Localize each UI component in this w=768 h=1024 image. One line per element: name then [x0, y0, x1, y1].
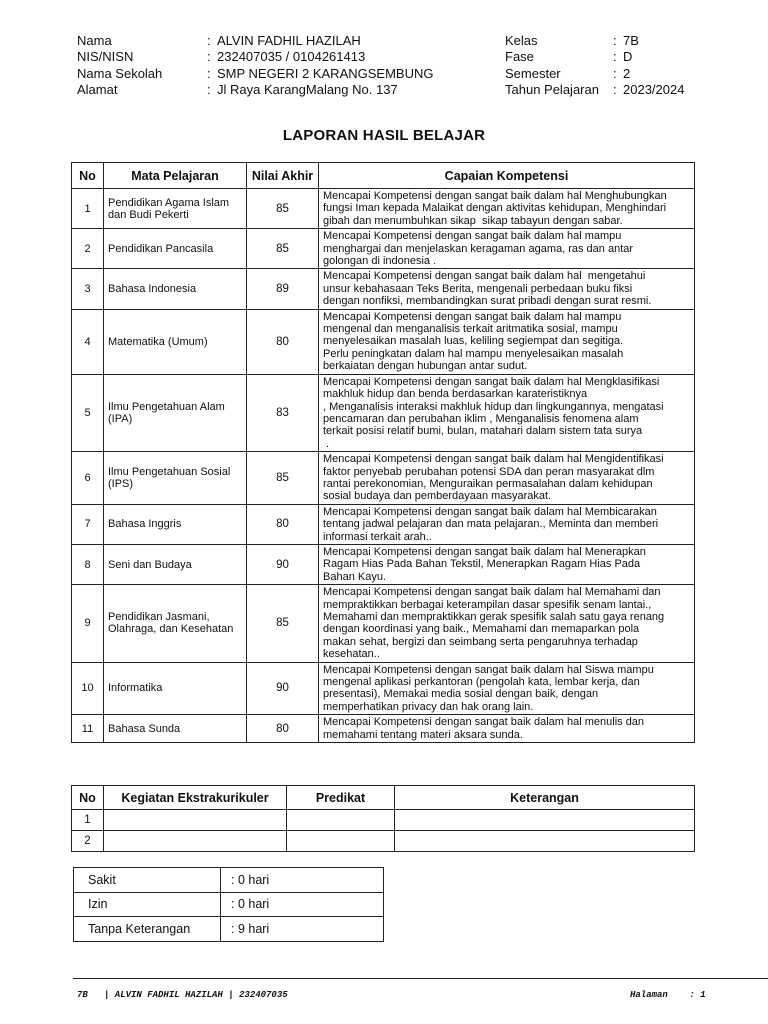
competency-description [319, 309, 695, 374]
competency-line: presentasi), Memakai media sosial dengan baik, dengan [323, 688, 599, 701]
table-row [72, 715, 695, 743]
info-value-tahun: 2023/2024 [623, 81, 685, 97]
info-colon: : [207, 33, 211, 48]
competency-description [319, 544, 695, 584]
table-row [72, 309, 695, 374]
subject-name: Ilmu Pengetahuan Alam (IPA) [104, 374, 247, 451]
info-row-tahun [505, 82, 684, 98]
attendance-label-tanpa-keterangan: Tanpa Keterangan [74, 917, 221, 942]
subject-score: 85 [247, 229, 319, 269]
row-number: 2 [72, 229, 104, 269]
info-value-sekolah: SMP NEGERI 2 KARANGSEMBUNG [217, 65, 434, 81]
competency-line: Mencapai Kompetensi dengan sangat baik dalam hal Menghubungkan [323, 190, 667, 202]
attendance-table [73, 867, 384, 942]
info-value-kelas: 7B [623, 33, 639, 48]
competency-description [319, 374, 695, 451]
info-colon: : [613, 65, 617, 81]
competency-line: Mencapai Kompetensi dengan sangat baik dalam hal Membicarakan [323, 505, 657, 518]
ekskul-header-keterangan: Keterangan [395, 786, 695, 810]
competency-line: dengan nonfiksi, membandingkan surat pribadi dengan surat resmi. [323, 295, 652, 308]
table-row [72, 452, 695, 505]
competency-line: terkait posisi relatif bumi, bulan, matahari dalam sistem tata surya [323, 425, 643, 438]
ekskul-keterangan [395, 810, 695, 831]
grades-table [71, 162, 695, 743]
subject-name: Pendidikan Jasmani, Olahraga, dan Kesehatan [104, 585, 247, 662]
competency-line: Mencapai Kompetensi dengan sangat baik dalam hal Siswa mampu [323, 663, 654, 676]
subject-name: Informatika [104, 662, 247, 715]
info-colon: : [613, 81, 617, 97]
subject-score: 90 [247, 662, 319, 715]
info-label: Nama Sekolah [77, 65, 163, 81]
info-label: Kelas [505, 33, 538, 48]
competency-description [319, 585, 695, 662]
competency-line: mempraktikkan berbagai keterampilan dasar spesifik senam lantai., [323, 598, 652, 611]
footer-student-info: 7B | ALVIN FADHIL HAZILAH | 232407035 [77, 990, 288, 1000]
table-row [72, 544, 695, 584]
competency-line: makan sehat, bergizi dan seimbang serta pengaruhnya terhadap [323, 635, 638, 648]
student-info-right [505, 33, 684, 98]
competency-line: pencamaran dan perubahan iklim , Menganalisis fenomena alam [323, 412, 639, 425]
competency-line: faktor penyebab perubahan potensi SDA dan peran masyarakat dlm [323, 465, 655, 478]
subject-score: 80 [247, 309, 319, 374]
competency-description [319, 504, 695, 544]
competency-line: kesehatan.. [323, 648, 380, 661]
info-row-sekolah [77, 66, 433, 82]
ekskul-header-no: No [72, 786, 104, 810]
competency-line: memahami tentang materi aksara sunda. [323, 728, 523, 741]
competency-description [319, 229, 695, 269]
student-info-left [77, 33, 433, 98]
subject-name: Pendidikan Pancasila [104, 229, 247, 269]
attendance-value-izin: : 0 hari [221, 892, 384, 917]
row-number: 1 [72, 189, 104, 229]
attendance-value-sakit: : 0 hari [221, 868, 384, 893]
row-number: 11 [72, 715, 104, 743]
ekskul-keterangan [395, 831, 695, 852]
info-row-semester [505, 66, 684, 82]
info-value-fase: D [623, 49, 633, 65]
footer-page-number: Halaman : 1 [630, 990, 706, 1000]
row-number: 6 [72, 452, 104, 505]
row-number: 8 [72, 544, 104, 584]
ekskul-kegiatan [104, 810, 287, 831]
competency-line: mengenal dan menganalisis terkait aritmatika sosial, mampu [323, 323, 618, 336]
table-row [72, 269, 695, 309]
info-label: Semester [505, 65, 561, 81]
competency-line: Memahami dan mempraktikkan gerak spesifik salah satu gaya renang [323, 611, 665, 623]
info-label: NIS/NISN [77, 49, 134, 65]
competency-line: Mencapai Kompetensi dengan sangat baik dalam hal mampu [323, 230, 622, 243]
competency-line: sosial budaya dan pemberdayaan masyarakat. [323, 490, 552, 503]
attendance-value-tanpa-keterangan: : 9 hari [221, 917, 384, 942]
ekskul-table [71, 785, 695, 852]
table-row [72, 662, 695, 715]
competency-line: rantai perekonomian, Menguraikan permasalahan dalam kehidupan [323, 477, 653, 490]
table-row [72, 189, 695, 229]
table-row [74, 917, 384, 942]
competency-line: Ragam Hias Pada Bahan Tekstil, Menerapkan Ragam Hias Pada [323, 558, 641, 571]
subject-name: Ilmu Pengetahuan Sosial (IPS) [104, 452, 247, 505]
ekskul-header-predikat: Predikat [287, 786, 395, 810]
competency-line: Mencapai Kompetensi dengan sangat baik dalam hal mengetahui [323, 270, 646, 283]
info-row-nama [77, 33, 433, 49]
competency-description [319, 662, 695, 715]
competency-line: fungsi Iman kepada Malaikat dengan aktivitas kehidupan, Menghindari [323, 202, 667, 215]
row-number: 4 [72, 309, 104, 374]
header-no: No [72, 163, 104, 189]
competency-line: gibah dan menumbuhkan sikap sikap tabayun dengan sabar. [323, 214, 623, 227]
subject-name: Bahasa Inggris [104, 504, 247, 544]
competency-line: Mencapai Kompetensi dengan sangat baik dalam hal Mengidentifikasi [323, 453, 664, 466]
row-number: 7 [72, 504, 104, 544]
subject-score: 80 [247, 715, 319, 743]
row-number: 5 [72, 374, 104, 451]
subject-score: 85 [247, 452, 319, 505]
subject-name: Bahasa Sunda [104, 715, 247, 743]
report-title: LAPORAN HASIL BELAJAR [282, 127, 486, 144]
ekskul-header-kegiatan: Kegiatan Ekstrakurikuler [104, 786, 287, 810]
info-colon: : [207, 49, 211, 65]
competency-line: Mencapai Kompetensi dengan sangat baik dalam hal menulis dan [323, 716, 645, 729]
competency-line: berkaiatan dengan hubungan antar sudut. [323, 360, 528, 373]
competency-line: dengan koordinasi yang baik., Memahami dan memaparkan pola [323, 623, 640, 636]
competency-description [319, 269, 695, 309]
competency-line: . [323, 437, 330, 450]
competency-description [319, 452, 695, 505]
competency-line: unsur kebahasaan Teks Berita, mengenali perbedaan buku fiksi [323, 282, 633, 295]
competency-line: , Menganalisis interaksi makhluk hidup dan lingkungannya, mengatasi [323, 400, 664, 413]
info-row-fase [505, 49, 684, 65]
subject-score: 85 [247, 189, 319, 229]
info-colon: : [613, 49, 617, 65]
table-row [74, 892, 384, 917]
info-colon: : [207, 65, 211, 81]
subject-score: 80 [247, 504, 319, 544]
competency-line: Mencapai Kompetensi dengan sangat baik dalam hal Menerapkan [323, 545, 646, 558]
info-label: Tahun Pelajaran [505, 81, 599, 97]
table-row [72, 831, 695, 852]
competency-line: informasi terkait arah.. [323, 530, 432, 543]
info-value-alamat: Jl Raya KarangMalang No. 137 [217, 81, 398, 97]
ekskul-predikat [287, 831, 395, 852]
info-row-nis [77, 49, 433, 65]
subject-score: 85 [247, 585, 319, 662]
competency-line: Perlu peningkatan dalam hal mampu menyelesaikan masalah [323, 347, 624, 360]
subject-name: Matematika (Umum) [104, 309, 247, 374]
info-row-alamat [77, 82, 433, 98]
competency-line: menyelesaikan masalah luas, keliling segiempat dan segitiga. [323, 335, 624, 348]
info-label: Fase [505, 49, 534, 65]
competency-line: Mencapai Kompetensi dengan sangat baik dalam hal Mengklasifikasi [323, 375, 660, 388]
info-colon: : [613, 33, 617, 48]
attendance-label-sakit: Sakit [74, 868, 221, 893]
competency-line: tentang jadwal pelajaran dan mata pelajaran., Meminta dan memberi [323, 518, 659, 531]
footer-divider [73, 978, 768, 979]
header-capaian: Capaian Kompetensi [319, 163, 695, 189]
competency-line: memperhatikan privacy dan hak orang lain. [323, 700, 534, 713]
competency-line: Mencapai Kompetensi dengan sangat baik dalam hal mampu [323, 310, 622, 323]
competency-line: mengenal aplikasi perkantoran (pengolah kata, lembar kerja, dan [323, 676, 640, 689]
table-row [72, 504, 695, 544]
header-mata-pelajaran: Mata Pelajaran [104, 163, 247, 189]
row-number: 3 [72, 269, 104, 309]
table-row [72, 585, 695, 662]
info-row-kelas [505, 33, 684, 49]
competency-line: Mencapai Kompetensi dengan sangat baik dalam hal Memahami dan [323, 586, 661, 599]
subject-score: 90 [247, 544, 319, 584]
header-nilai-akhir: Nilai Akhir [247, 163, 319, 189]
subject-name: Pendidikan Agama Islam dan Budi Pekerti [104, 189, 247, 229]
table-row [72, 810, 695, 831]
subject-score: 89 [247, 269, 319, 309]
subject-name: Bahasa Indonesia [104, 269, 247, 309]
ekskul-predikat [287, 810, 395, 831]
grades-header-row [72, 163, 695, 189]
info-value-semester: 2 [623, 65, 631, 81]
info-value-nis: 232407035 / 0104261413 [217, 49, 366, 65]
table-row [72, 229, 695, 269]
competency-line: golongan di indonesia . [323, 255, 437, 268]
table-row [74, 868, 384, 893]
info-value-nama: ALVIN FADHIL HAZILAH [217, 33, 361, 48]
competency-description [319, 715, 695, 743]
ekskul-no: 2 [72, 831, 104, 852]
competency-line: Bahan Kayu. [323, 570, 386, 583]
info-label: Nama [77, 33, 112, 48]
ekskul-no: 1 [72, 810, 104, 831]
competency-line: menghargai dan menjelaskan keragaman agama, ras dan antar [323, 242, 634, 255]
row-number: 9 [72, 585, 104, 662]
subject-score: 83 [247, 374, 319, 451]
attendance-label-izin: Izin [74, 892, 221, 917]
row-number: 10 [72, 662, 104, 715]
ekskul-kegiatan [104, 831, 287, 852]
info-colon: : [207, 81, 211, 97]
subject-name: Seni dan Budaya [104, 544, 247, 584]
ekskul-header-row [72, 786, 695, 810]
info-label: Alamat [77, 81, 118, 97]
competency-line: makhluk hidup dan benda berdasarkan karateristiknya [323, 388, 588, 401]
competency-description [319, 189, 695, 229]
table-row [72, 374, 695, 451]
